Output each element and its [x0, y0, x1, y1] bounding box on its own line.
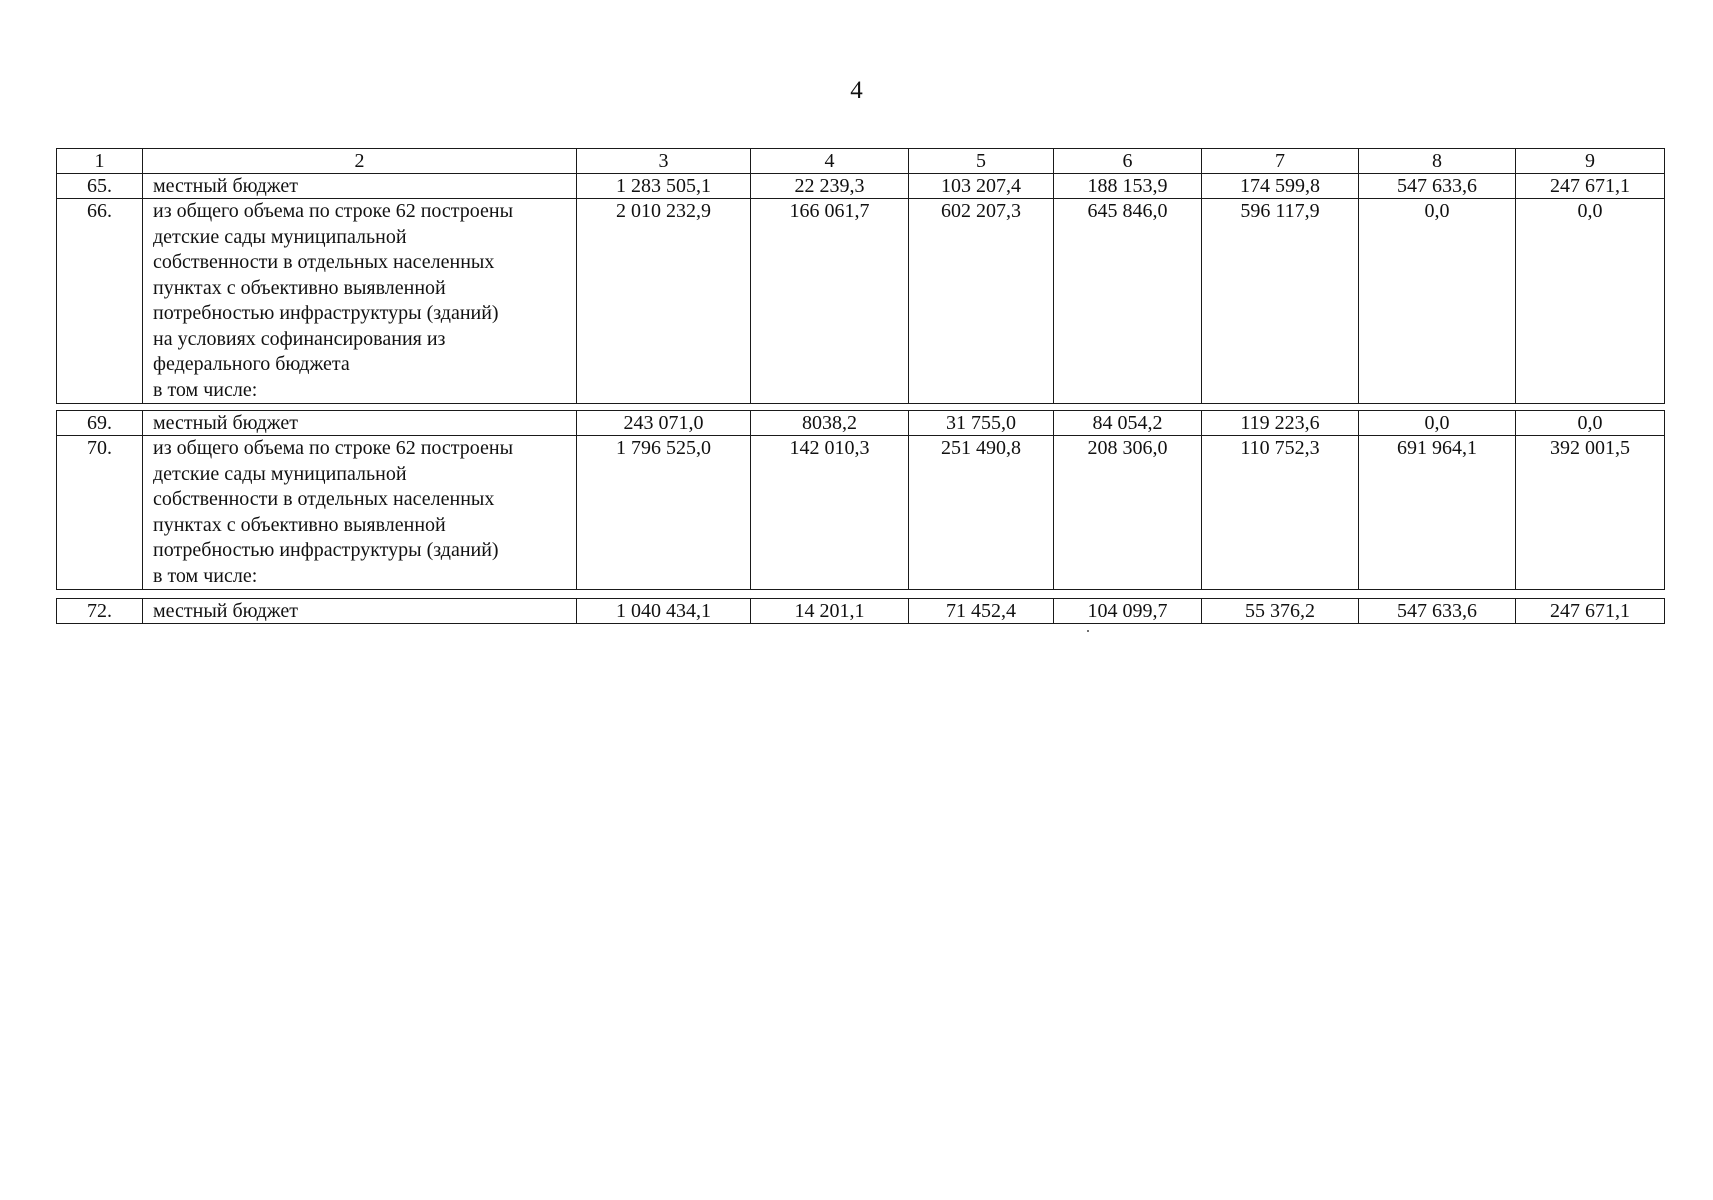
- value-cell: 547 633,6: [1359, 599, 1516, 624]
- value-cell: 392 001,5: [1516, 436, 1665, 590]
- description-line: собственности в отдельных населенных: [153, 251, 495, 273]
- value-cell: 243 071,0: [577, 411, 751, 436]
- column-header: 5: [909, 149, 1054, 174]
- description-line: на условиях софинансирования из: [153, 327, 446, 350]
- value-cell: 22 239,3: [751, 174, 909, 199]
- value-cell: 547 633,6: [1359, 174, 1516, 199]
- value-cell: 71 452,4: [909, 599, 1054, 624]
- description-line: пунктах с объективно выявленной: [153, 276, 446, 299]
- column-header: 6: [1054, 149, 1202, 174]
- column-header-row: [57, 149, 1665, 174]
- value-cell: 110 752,3: [1202, 436, 1359, 590]
- value-cell: 14 201,1: [751, 599, 909, 624]
- value-cell: 166 061,7: [751, 199, 909, 404]
- value-cell: 1 796 525,0: [577, 436, 751, 590]
- column-header: 9: [1516, 149, 1665, 174]
- value-cell: 208 306,0: [1054, 436, 1202, 590]
- value-cell: 0,0: [1516, 199, 1665, 404]
- column-header: 3: [577, 149, 751, 174]
- description-line: детские сады муниципальной: [153, 462, 407, 485]
- value-cell: 247 671,1: [1516, 174, 1665, 199]
- table-row: [57, 411, 1665, 436]
- table-row: [57, 436, 1665, 590]
- row-number: 72.: [57, 599, 143, 624]
- row-number: 69.: [57, 411, 143, 436]
- value-cell: 2 010 232,9: [577, 199, 751, 404]
- value-cell: 251 490,8: [909, 436, 1054, 590]
- row-number: 66.: [57, 199, 143, 404]
- value-cell: 188 153,9: [1054, 174, 1202, 199]
- value-cell: 119 223,6: [1202, 411, 1359, 436]
- description-line: федерального бюджета: [153, 353, 350, 375]
- value-cell: 31 755,0: [909, 411, 1054, 436]
- value-cell: 247 671,1: [1516, 599, 1665, 624]
- value-cell: 0,0: [1516, 411, 1665, 436]
- value-cell: 645 846,0: [1054, 199, 1202, 404]
- value-cell: 602 207,3: [909, 199, 1054, 404]
- value-cell: 142 010,3: [751, 436, 909, 590]
- column-header: 2: [143, 149, 577, 174]
- description-line: пунктах с объективно выявленной: [153, 513, 446, 536]
- description-line: собственности в отдельных населенных: [153, 488, 495, 510]
- table-row: [57, 199, 1665, 404]
- value-cell: 8038,2: [751, 411, 909, 436]
- value-cell: 55 376,2: [1202, 599, 1359, 624]
- value-cell: 84 054,2: [1054, 411, 1202, 436]
- page-number: 4: [850, 77, 863, 104]
- value-cell: 691 964,1: [1359, 436, 1516, 590]
- column-header: 7: [1202, 149, 1359, 174]
- budget-table-part-3: [56, 598, 1665, 624]
- description-line: потребностью инфраструктуры (зданий): [153, 302, 499, 324]
- description-line: в том числе:: [153, 378, 258, 401]
- budget-table-part-2: [56, 410, 1665, 590]
- column-header: 1: [57, 149, 143, 174]
- row-number: 65.: [57, 174, 143, 199]
- table-row: [57, 174, 1665, 199]
- value-cell: 1 283 505,1: [577, 174, 751, 199]
- table-row: [57, 599, 1665, 624]
- row-description: [143, 199, 577, 404]
- row-number: 70.: [57, 436, 143, 590]
- description-line: в том числе:: [153, 564, 258, 587]
- row-description: [143, 436, 577, 590]
- description-line: из общего объема по строке 62 построены: [153, 200, 514, 222]
- description-line: местный бюджет: [153, 175, 298, 197]
- value-cell: 1 040 434,1: [577, 599, 751, 624]
- value-cell: 596 117,9: [1202, 199, 1359, 404]
- row-description: [143, 174, 577, 199]
- description-line: местный бюджет: [153, 412, 298, 434]
- value-cell: 174 599,8: [1202, 174, 1359, 199]
- budget-table-part-1: [56, 148, 1665, 404]
- description-line: потребностью инфраструктуры (зданий): [153, 539, 499, 561]
- value-cell: 0,0: [1359, 411, 1516, 436]
- description-line: из общего объема по строке 62 построены: [153, 437, 514, 459]
- value-cell: 104 099,7: [1054, 599, 1202, 624]
- row-description: [143, 411, 577, 436]
- value-cell: 103 207,4: [909, 174, 1054, 199]
- value-cell: 0,0: [1359, 199, 1516, 404]
- row-description: [143, 599, 577, 624]
- scan-speck: [1087, 630, 1089, 632]
- description-line: местный бюджет: [153, 600, 298, 622]
- column-header: 8: [1359, 149, 1516, 174]
- description-line: детские сады муниципальной: [153, 225, 407, 248]
- column-header: 4: [751, 149, 909, 174]
